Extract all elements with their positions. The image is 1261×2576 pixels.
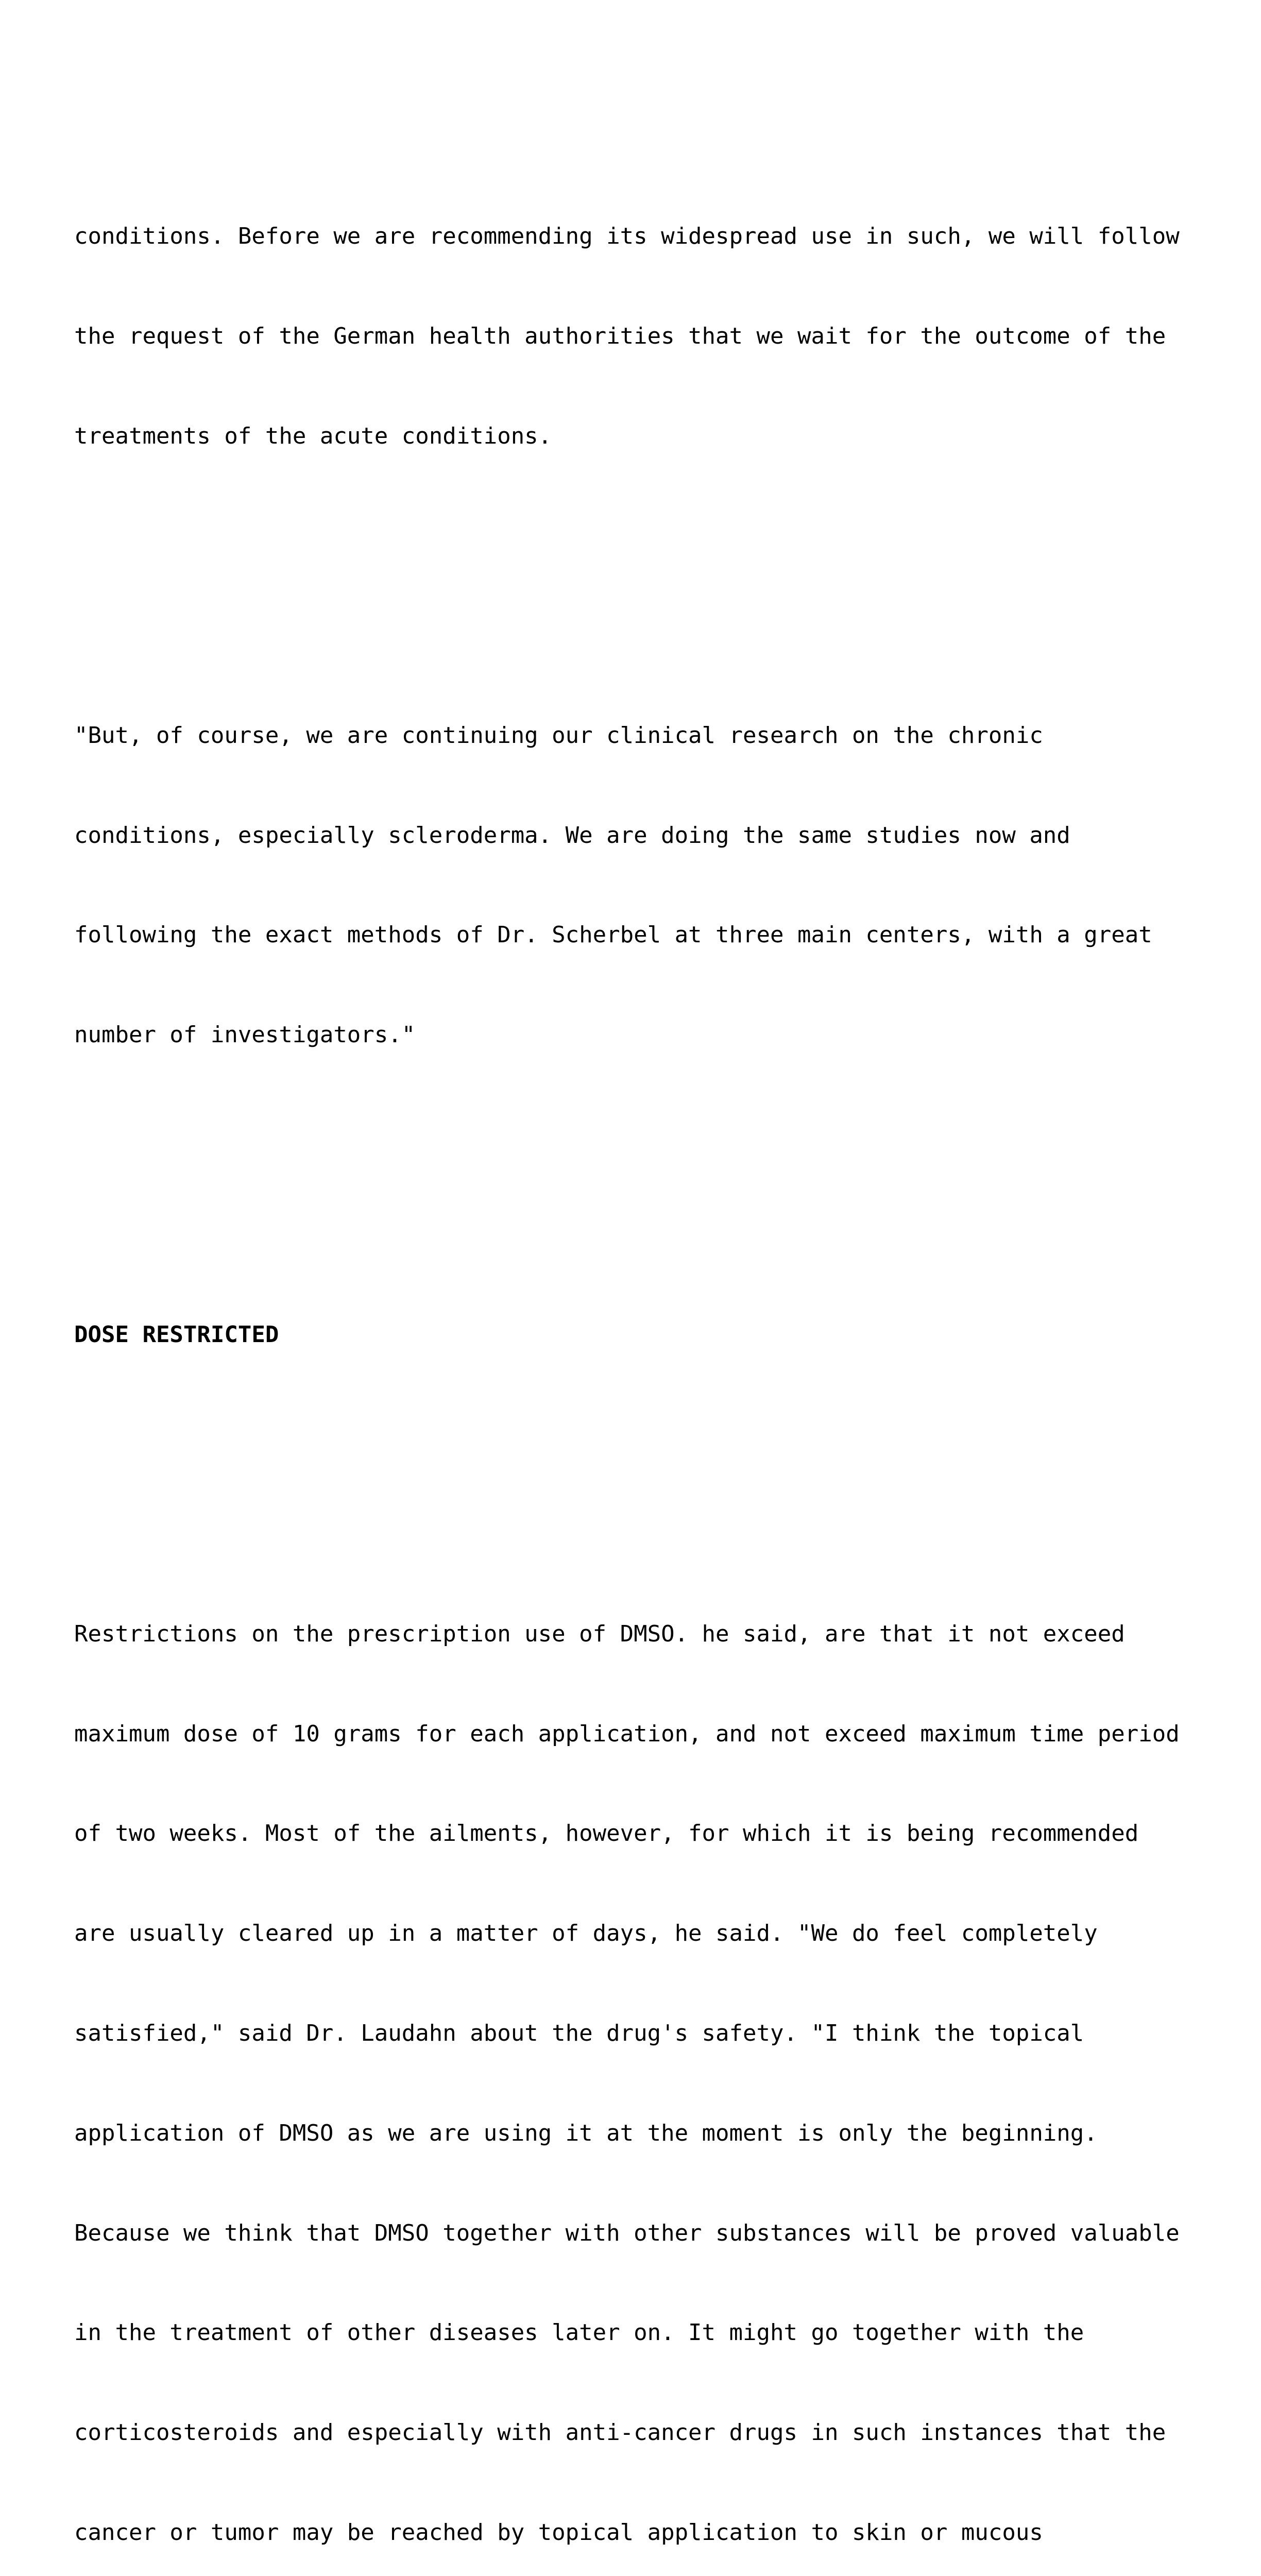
text-line: are usually cleared up in a matter of days, he said. "We do feel completely xyxy=(74,1920,1098,1947)
document-page xyxy=(74,54,1218,2576)
text-line: application of DMSO as we are using it at the moment is only the beginning. xyxy=(74,2120,1098,2146)
text-line: cancer or tumor may be reached by topical application to skin or mucous xyxy=(74,2519,1043,2546)
text-line: in the treatment of other diseases later on. It might go together with the xyxy=(74,2319,1084,2346)
paragraph-acute-conditions xyxy=(74,154,1218,520)
text-line: treatments of the acute conditions. xyxy=(74,422,552,449)
text-line: maximum dose of 10 grams for each application, and not exceed maximum time period xyxy=(74,1720,1180,1747)
text-line: Restrictions on the prescription use of DMSO. he said, are that it not exceed xyxy=(74,1620,1125,1647)
text-line: conditions. Before we are recommending its widespread use in such, we will follow xyxy=(74,223,1180,249)
paragraph-restrictions xyxy=(74,1551,1218,2576)
text-line: of two weeks. Most of the ailments, however, for which it is being recommended xyxy=(74,1820,1139,1847)
text-line: following the exact methods of Dr. Scherbel at three main centers, with a great xyxy=(74,922,1152,948)
paragraph-chronic-research xyxy=(74,653,1218,1118)
text-line: corticosteroids and especially with anti-cancer drugs in such instances that the xyxy=(74,2419,1166,2446)
text-line: conditions, especially scleroderma. We are doing the same studies now and xyxy=(74,822,1070,849)
text-line: satisfied," said Dr. Laudahn about the drug's safety. "I think the topical xyxy=(74,2020,1084,2047)
text-line: "But, of course, we are continuing our clinical research on the chronic xyxy=(74,722,1043,749)
text-line: the request of the German health authorities that we wait for the outcome of the xyxy=(74,323,1166,349)
section-heading-dose-restricted xyxy=(74,1251,1218,1418)
heading-text: DOSE RESTRICTED xyxy=(74,1321,279,1348)
text-line: Because we think that DMSO together with other substances will be proved valuable xyxy=(74,2219,1180,2246)
text-line: number of investigators." xyxy=(74,1022,416,1048)
